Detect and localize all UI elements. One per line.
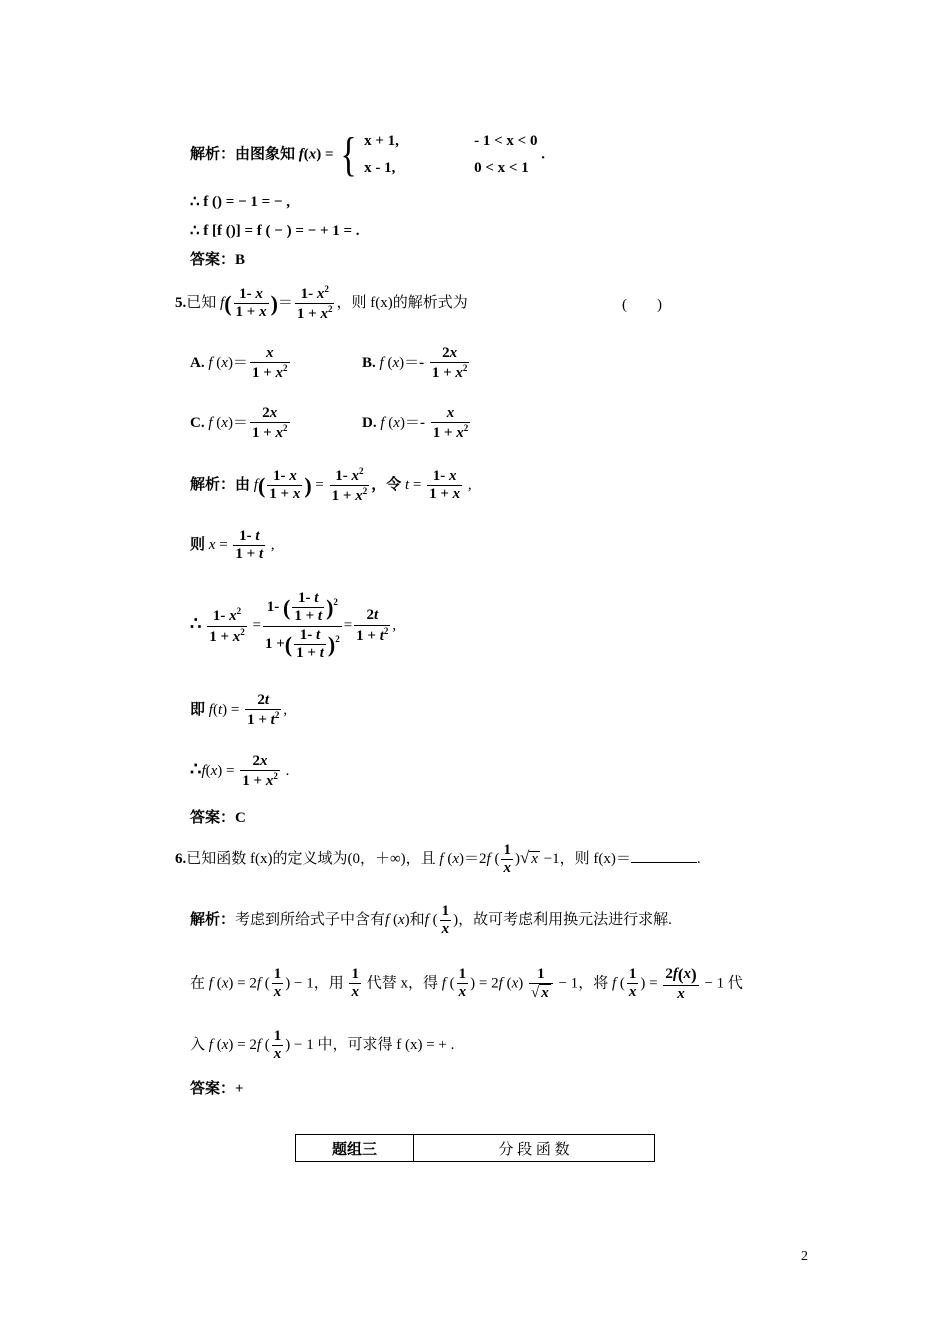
q5-analysis-line2: 则 x = $\frac{1- t}{1 + t}$ ,: [190, 528, 275, 563]
q5-analysis-line1: 解析：由 f( $\frac{1- x}{1 + x}$ ) = $\frac{1- x^2}{1 + x^2}$ ，令 t = $\frac{1- x}{1 + x}$ ,: [190, 466, 472, 505]
stem-pre: 已知: [186, 295, 217, 312]
analysis-label: 解析：: [190, 477, 236, 494]
q5-answer: [190, 811, 246, 826]
group-title: 分 段 函 数: [414, 1135, 655, 1162]
analysis-label: 解析：: [190, 912, 236, 929]
analysis-and: 和: [409, 912, 425, 929]
line2-replace: 代替 x，得: [366, 975, 438, 992]
line2-then: ，将: [578, 975, 609, 992]
q4-line1: ∴ f () = − 1 = − ,: [190, 194, 290, 210]
therefore-symbol: ∴: [190, 613, 202, 634]
answer-value: B: [235, 252, 246, 268]
analysis-text: 考虑到所给式子中含有: [235, 912, 386, 929]
q6-analysis-line3: 入 f (x) = 2f ( $\frac{1}{x}$ ) − 1 中，可求得 f (x) = + .: [190, 1028, 455, 1063]
analysis-let: ，令: [371, 477, 402, 494]
q4-analysis-line: 解析：由图象知 f(x) = { x + 1, - 1 < x < 0 x - 1, 0 < x < 1 .: [190, 128, 545, 181]
q5-stem: 5.已知 f( $\frac{1- x}{1 + x}$ )＝ $\frac{1- x^2}{1 + x^2}$ ，则 f(x)的解析式为: [175, 284, 468, 323]
case1-cond: - 1 < x < 0: [474, 133, 538, 149]
question-number: 5.: [175, 295, 187, 312]
line3-pre: 入: [190, 1037, 206, 1054]
case2-cond: 0 < x < 1: [474, 160, 529, 176]
piecewise-cases: [364, 128, 537, 182]
analysis-tail: ，故可考虑利用换元法进行求解.: [458, 912, 672, 929]
option-c-label: C.: [190, 415, 205, 432]
answer-value: +: [235, 1081, 244, 1097]
ie-label: 即: [190, 702, 206, 719]
answer-value: C: [235, 810, 246, 826]
then-label: 则: [190, 537, 206, 554]
group-heading-table: [295, 1134, 655, 1162]
line2-use: ，用: [313, 975, 344, 992]
q4-line2: ∴ f [f ()] = f ( − ) = − + 1 = .: [190, 223, 360, 239]
analysis-intro: 由图象知: [235, 146, 296, 163]
stem-post: ，则 f(x)的解析式为: [336, 295, 468, 312]
line2-pre: 在: [190, 975, 206, 992]
q6-analysis-line2: 在 f (x) = 2f ( $\frac{1}{x}$ ) − 1，用 $\frac{1}{x}$ 代替 x，得 f ( $\frac{1}{x}$ ) = 2f (x) $\frac{1}{√ x}$ − 1，将 f ( $\frac{1}{x}$ ) = $\frac{2f(x)}{x}$ − 1 代: [190, 965, 743, 1002]
option-d: D. f (x)＝- $\frac{x}{1 + x^2}$: [362, 405, 469, 442]
option-b: B. f (x)＝- $\frac{2x}{1 + x^2}$: [362, 345, 468, 382]
q6-analysis-line1: 解析：考虑到所给式子中含有f (x)和f ( $\frac{1}{x}$ )，故可考虑利用换元法进行求解.: [190, 903, 672, 938]
answer-label: 答案：: [190, 252, 236, 268]
q5-analysis-line3: ∴ $\frac{1- x^2}{1 + x^2}$ = 1- ( $\frac{1- t}{1 + t}$ )$^2$ 1 +( $\frac{1- t}{1 + t}$ )$^2$ = $\frac{2t}{1 + t^2}$ ,: [190, 590, 397, 661]
line3-post: 中，可求得 f (x) = + .: [317, 1037, 455, 1054]
q5-analysis-line5: ∴f(x) = $\frac{2x}{1 + x^2}$ .: [190, 753, 290, 790]
q6-answer: [190, 1082, 244, 1097]
analysis-pre: 由: [235, 477, 251, 494]
stem-end: .: [696, 851, 701, 868]
answer-label: 答案：: [190, 1081, 236, 1097]
answer-blank: [631, 850, 697, 863]
case1-expr: x + 1,: [364, 133, 399, 149]
group-label: 题组三: [296, 1135, 414, 1162]
option-c: C. f (x)＝ $\frac{2x}{1 + x^2}$: [190, 405, 288, 442]
answer-label: 答案：: [190, 810, 236, 826]
q4-answer: [190, 253, 245, 268]
q6-stem: 6.已知函数 f(x)的定义域为(0，＋∞)，且 f (x)＝2f ( $\frac{1}{x}$ )√ x −1，则 f(x)＝ .: [175, 842, 701, 877]
option-b-label: B.: [362, 355, 376, 372]
option-d-label: D.: [362, 415, 377, 432]
page-number: 2: [801, 1249, 808, 1264]
therefore-symbol: ∴: [190, 759, 202, 780]
question-number: 6.: [175, 851, 187, 868]
option-a: A. f (x)＝ $\frac{x}{1 + x^2}$: [190, 345, 288, 382]
piecewise-brace: {: [340, 128, 357, 181]
stem-pre: 已知函数 f(x)的定义域为(0，＋∞)，且: [186, 851, 436, 868]
line2-sub: − 1 代: [704, 975, 743, 992]
case2-expr: x - 1,: [364, 160, 396, 176]
q5-bracket: ( ): [622, 297, 662, 313]
analysis-label: 解析：: [190, 146, 236, 163]
q5-analysis-line4: 即 f(t) = $\frac{2t}{1 + t^2}$ ,: [190, 692, 288, 729]
option-a-label: A.: [190, 355, 205, 372]
stem-mid: −1，则 f(x)＝: [543, 851, 631, 868]
